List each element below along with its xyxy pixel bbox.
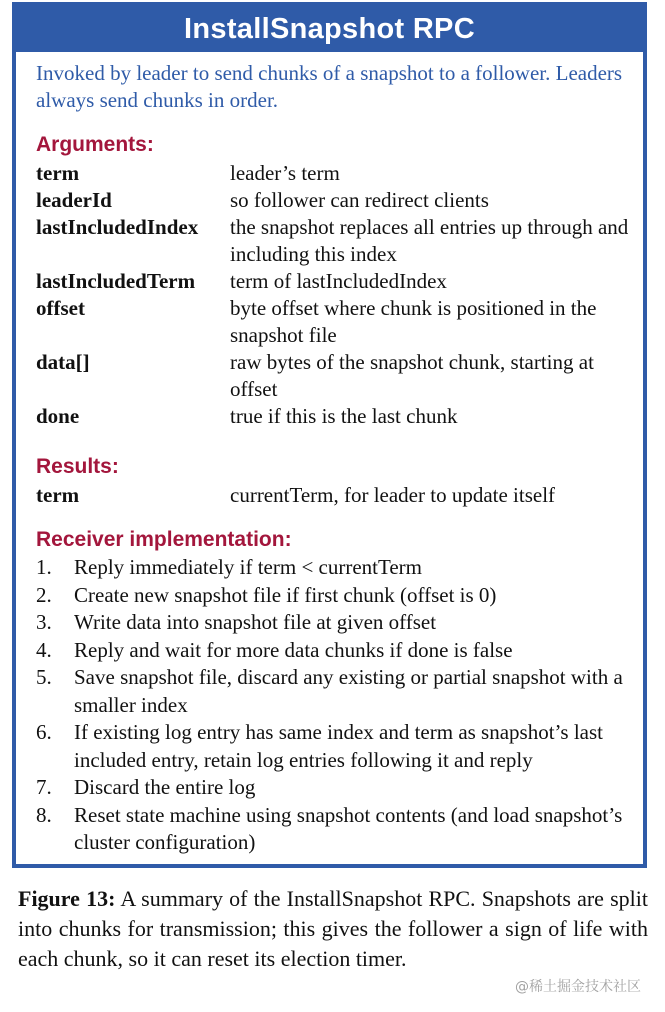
step-text: Reply immediately if term < currentTerm (74, 555, 423, 579)
receiver-heading: Receiver implementation: (36, 528, 292, 551)
step-text: Discard the entire log (74, 775, 256, 799)
step-text: Write data into snapshot file at given offset (74, 610, 437, 634)
result-row (36, 482, 636, 509)
argument-desc: so follower can redirect clients (230, 188, 489, 212)
argument-desc: term of lastIncludedIndex (230, 269, 447, 293)
argument-row (36, 349, 636, 403)
rpc-summary-card (12, 2, 647, 868)
argument-name: lastIncludedTerm (36, 269, 196, 293)
step-number: 4. (36, 637, 52, 662)
results-list (36, 482, 636, 509)
argument-desc: raw bytes of the snapshot chunk, starting at offset (230, 350, 594, 401)
argument-row (36, 187, 636, 214)
receiver-step (36, 774, 641, 802)
argument-name: leaderId (36, 188, 112, 212)
arguments-list (36, 160, 636, 430)
caption-text: A summary of the InstallSnapshot RPC. Snapshots are split into chunks for transmission; this gives the follower a sign of life with each chunk, so it can reset its election timer. (18, 886, 648, 971)
argument-name: term (36, 161, 80, 185)
figure-caption (18, 884, 648, 974)
result-desc: currentTerm, for leader to update itself (230, 483, 556, 507)
argument-name: data[] (36, 350, 90, 374)
step-text: Create new snapshot file if first chunk (offset is 0) (74, 582, 497, 607)
watermark: @稀土掘金技术社区 (513, 976, 643, 996)
argument-row (36, 403, 636, 430)
argument-desc: leader’s term (230, 161, 340, 185)
result-name: term (36, 483, 80, 507)
step-number: 5. (36, 665, 52, 689)
card-title: InstallSnapshot RPC (16, 6, 643, 52)
argument-row (36, 160, 636, 187)
step-number: 3. (36, 610, 52, 634)
argument-row (36, 295, 636, 349)
receiver-step (36, 637, 641, 665)
results-heading: Results: (36, 455, 119, 478)
argument-row (36, 214, 636, 268)
figure-label: Figure 13: (18, 886, 116, 911)
receiver-steps (36, 554, 641, 857)
argument-name: lastIncludedIndex (36, 215, 199, 239)
step-text: Reset state machine using snapshot contents (and load snapshot’s cluster configuration) (74, 802, 623, 854)
argument-row (36, 268, 636, 295)
receiver-step (36, 609, 641, 637)
step-text: Save snapshot file, discard any existing or partial snapshot with a smaller index (74, 665, 623, 717)
argument-desc: true if this is the last chunk (230, 404, 458, 428)
argument-name: offset (36, 296, 85, 320)
step-number: 1. (36, 555, 52, 579)
argument-desc: the snapshot replaces all entries up through and including this index (230, 215, 629, 266)
step-text: If existing log entry has same index and term as snapshot’s last included entry, retain log entries following it and reply (74, 720, 603, 772)
step-text: Reply and wait for more data chunks if done is false (74, 637, 513, 662)
step-number: 2. (36, 582, 52, 607)
intro-text: Invoked by leader to send chunks of a snapshot to a follower. Leaders always send chunks in order. (36, 61, 623, 112)
argument-desc: byte offset where chunk is positioned in the snapshot file (230, 296, 597, 347)
argument-name: done (36, 404, 80, 428)
receiver-step (36, 554, 641, 582)
step-number: 8. (36, 802, 52, 827)
step-number: 6. (36, 720, 52, 744)
arguments-heading: Arguments: (36, 133, 154, 156)
receiver-step (36, 582, 641, 610)
receiver-step (36, 664, 641, 719)
receiver-step (36, 719, 641, 774)
step-number: 7. (36, 775, 52, 799)
receiver-step (36, 802, 641, 857)
